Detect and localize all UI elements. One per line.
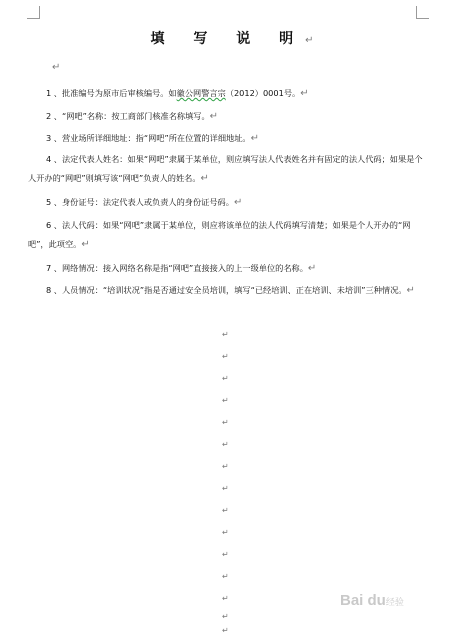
paragraph-mark-icon: ↵: [222, 594, 229, 603]
title-text: 填 写 说 明: [150, 31, 306, 47]
page-corner-mark-left: [27, 6, 40, 19]
paragraph-mark-icon: ↵: [222, 572, 229, 581]
paragraph-mark-icon: ↵: [222, 396, 229, 405]
paragraph-mark-icon: ↵: [222, 418, 229, 427]
paragraph-mark-icon: ↵: [222, 484, 229, 493]
paragraph-mark-icon: ↵: [300, 88, 309, 99]
paragraph-mark-icon: ↵: [305, 35, 314, 46]
instruction-item-5: 5 、身份证号：法定代表人或负责人的身份证号码。↵: [46, 197, 243, 208]
paragraph-mark-icon: ↵: [250, 133, 259, 144]
paragraph-mark-icon: ↵: [222, 440, 229, 449]
paragraph-mark-icon: ↵: [200, 173, 209, 184]
paragraph-mark-icon: ↵: [222, 626, 229, 635]
instruction-item-8: 8 、人员情况：“培训状况”指是否通过安全员培训，填写“已经培训、正在培训、未培训”三种情况。↵: [46, 285, 415, 296]
paragraph-mark-icon: ↵: [222, 550, 229, 559]
paragraph-mark-icon: ↵: [406, 285, 415, 296]
spellcheck-underlined-text: 徽公网警言宗: [176, 88, 226, 98]
page-corner-mark-right: [416, 6, 429, 19]
paragraph-mark-icon: ↵: [222, 330, 229, 339]
instruction-item-7: 7 、网络情况：接入网络名称是指“网吧”直接接入的上一级单位的名称。↵: [46, 263, 317, 274]
paragraph-mark-icon: ↵: [307, 263, 317, 274]
paragraph-mark-icon: ↵: [222, 612, 229, 621]
paragraph-mark-icon: ↵: [209, 111, 219, 122]
paragraph-mark-icon: ↵: [222, 352, 229, 361]
instruction-item-2: 2 、“网吧”名称：按工商部门核准名称填写。↵: [46, 111, 219, 122]
baidu-watermark-logo: Bai du经验: [340, 592, 404, 609]
paragraph-mark-icon: ↵: [222, 374, 229, 383]
paragraph-mark-icon: ↵: [52, 62, 61, 73]
document-title: [0, 28, 464, 48]
instruction-item-1: 1 、批准编号为原市后审核编号。如徽公网警言宗（2012）0001号。↵: [46, 88, 309, 99]
paragraph-mark-icon: ↵: [222, 528, 229, 537]
paragraph-mark-icon: ↵: [222, 462, 229, 471]
paragraph-mark-icon: ↵: [81, 239, 90, 250]
instruction-item-6: 6 、法人代码：如果“网吧”隶属于某单位，则应将该单位的法人代码填写清楚；如果是个人开办的“网吧”，此项空。↵: [28, 220, 411, 250]
paragraph-mark-icon: ↵: [233, 197, 243, 208]
instruction-item-4: 4 、法定代表人姓名：如果“网吧”隶属于某单位，则应填写法人代表姓名并有固定的法人代码；如果是个人开办的“网吧”则填写该“网吧”负责人的姓名。↵: [28, 154, 423, 184]
paragraph-mark-icon: ↵: [222, 506, 229, 515]
instruction-item-3: 3 、营业场所详细地址：指“网吧”所在位置的详细地址。↵: [46, 133, 259, 144]
